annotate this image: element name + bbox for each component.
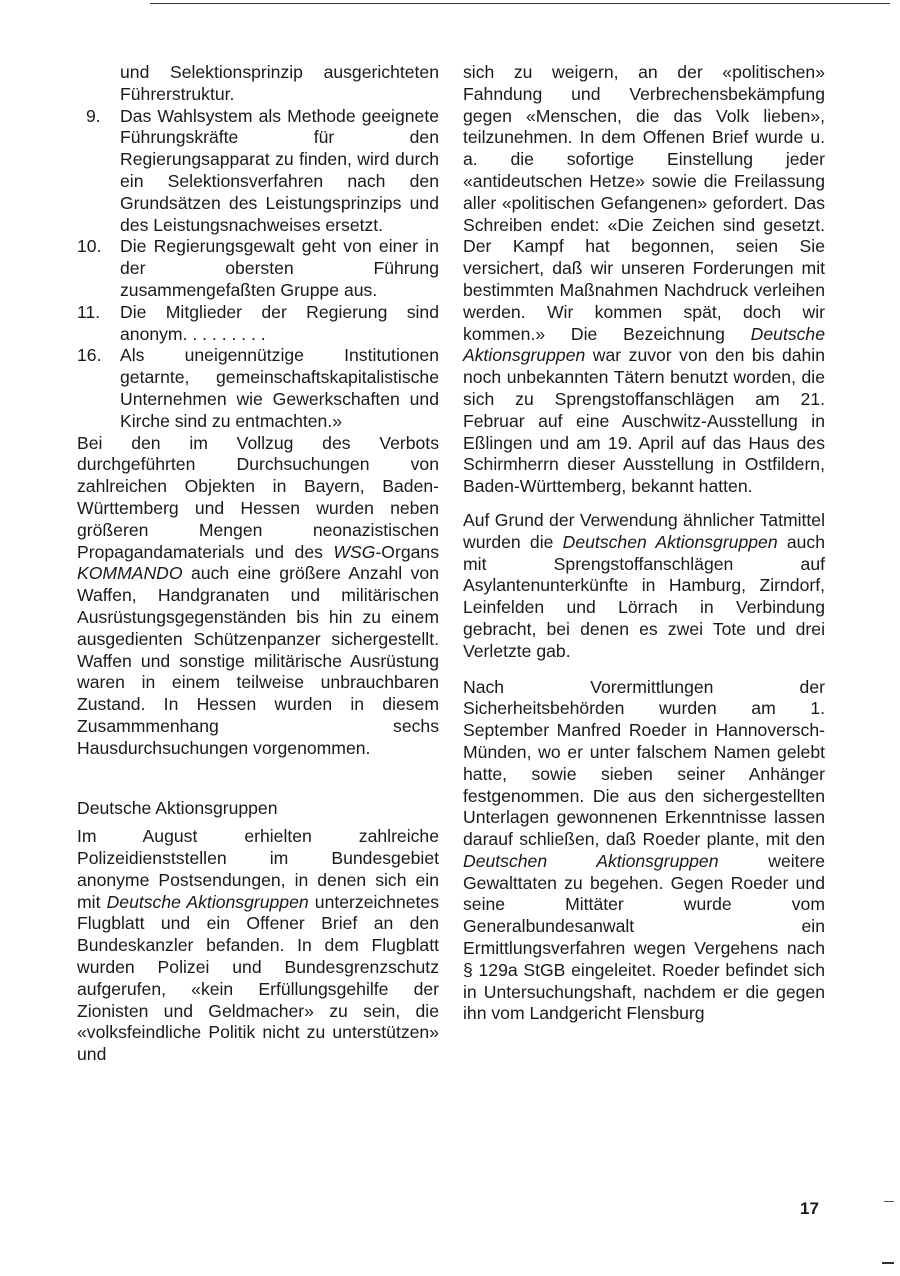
list-item [77,106,439,237]
right-column [463,62,825,1025]
list-number: 10. [77,236,102,257]
list-item [77,236,439,301]
list-text: Als uneigennützige Institutionen getarnte, gemeinschaftskapitalistische Unternehmen wie Gewerkschaften und Kirche sind zu entmachten.» [120,345,439,431]
list-number: 11. [77,301,101,322]
top-rule [150,3,890,4]
list-text: Das Wahlsystem als Methode geeignete Führungskräfte für den Regierungsapparat zu finden, wird durch ein Selektionsverfahren nach den Grundsätzen des Leistungsprinzips und des Leistungsnachweises ersetzt. [120,105,439,235]
page-number: 17 [800,1199,819,1218]
edge-mark [884,1201,894,1202]
edge-mark [882,1262,894,1264]
list-number: 16. [77,345,102,366]
list-text: Die Mitglieder der Regierung sind anonym. . . . . . . . . [120,301,439,344]
list-number: 9. [86,105,101,126]
paragraph-letter: sich zu weigern, an der «politischen» Fahndung und Verbrechensbekämpfung gegen «Menschen, die das Volk lieben», teilzunehmen. In dem Offenen Brief wurde u. a. die sofortige Einstellung jeder «antideutschen Hetze» sowie die Freilassung aller «politischen Gefangenen» gefordert. Das Schreiben endet: «Die Zeichen sind gesetzt. Der Kampf hat begonnen, seien Sie versichert, daß wir unseren Forderungen mit bestimmten Maßnahmen Nachdruck verleihen werden. Wir kommen spät, doch wir kommen.» Die Bezeichnung Deutsche Aktionsgruppen war zuvor von den bis dahin noch unbekannten Tätern benutzt worden, die sich zu Sprengstoffanschlägen am 21. Februar auf eine Auschwitz-Ausstellung in Eßlingen und am 19. April auf das Haus des Schirmherrn dieser Ausstellung in Ostfildern, Baden-Württemberg, bekannt hatten. [463,62,825,497]
list-text: Die Regierungsgewalt geht von einer in der obersten Führung zusammengefaßten Gruppe aus. [120,236,439,300]
paragraph-tatmittel: Auf Grund der Verwendung ähnlicher Tatmittel wurden die Deutschen Aktionsgruppen auch mit Sprengstoffanschlägen auf Asylantenunterkünfte in Hamburg, Zirndorf, Leinfelden und Lörrach in Verbindung gebracht, bei denen es zwei Tote und drei Verletzte gab. [463,509,825,661]
list-continuation: und Selektionsprinzip ausgerichteten Führerstruktur. [120,62,439,104]
paragraph-searches: Bei den im Vollzug des Verbots durchgeführten Durchsuchungen von zahlreichen Objekten in Bayern, Baden-Württemberg und Hessen wurden neben größeren Mengen neonazistischen Propagandamaterials und des WSG-Organs KOMMANDO auch eine größere Anzahl von Waffen, Handgranaten und militärischen Ausrüstungsgegenständen bis hin zu einem ausgedienten Schützenpanzer sichergestellt. Waffen und sonstige militärische Ausrüstung waren in einem teilweise unbrauchbaren Zustand. In Hessen wurden in diesem Zusammmenhang sechs Hausdurchsuchungen vorgenommen. [77,432,439,758]
left-column [77,62,439,1066]
list-item [77,302,439,346]
list-item [77,345,439,432]
section-heading: Deutsche Aktionsgruppen [77,797,278,818]
paragraph-postsendungen: Im August erhielten zahlreiche Polizeidienststellen im Bundesgebiet anonyme Postsendungen, in denen sich ein mit Deutsche Aktionsgruppen unterzeichnetes Flugblatt und ein Offener Brief an den Bundeskanzler befanden. In dem Flugblatt wurden Polizei und Bundesgrenzschutz aufgerufen, «kein Erfüllungsgehilfe der Zionisten und Geldmacher» zu sein, die «volksfeindliche Politik nicht zu unterstützen» und [77,826,440,1065]
paragraph-roeder: Nach Vorermittlungen der Sicherheitsbehörden wurden am 1. September Manfred Roeder in Hannoversch-Münden, wo er unter falschem Namen gelebt hatte, sowie sieben seiner Anhänger festgenommen. Die aus den sichergestellten Unterlagen gewonnenen Erkenntnisse lassen darauf schließen, daß Roeder plante, mit den Deutschen Aktionsgruppen weitere Gewalttaten zu begehen. Gegen Roeder und seine Mittäter wurde vom Generalbundesanwalt ein Ermittlungsverfahren wegen Vergehens nach § 129a StGB eingeleitet. Roeder befindet sich in Untersuchungshaft, nachdem er die gegen ihn vom Landgericht Flensburg [463,676,825,1024]
